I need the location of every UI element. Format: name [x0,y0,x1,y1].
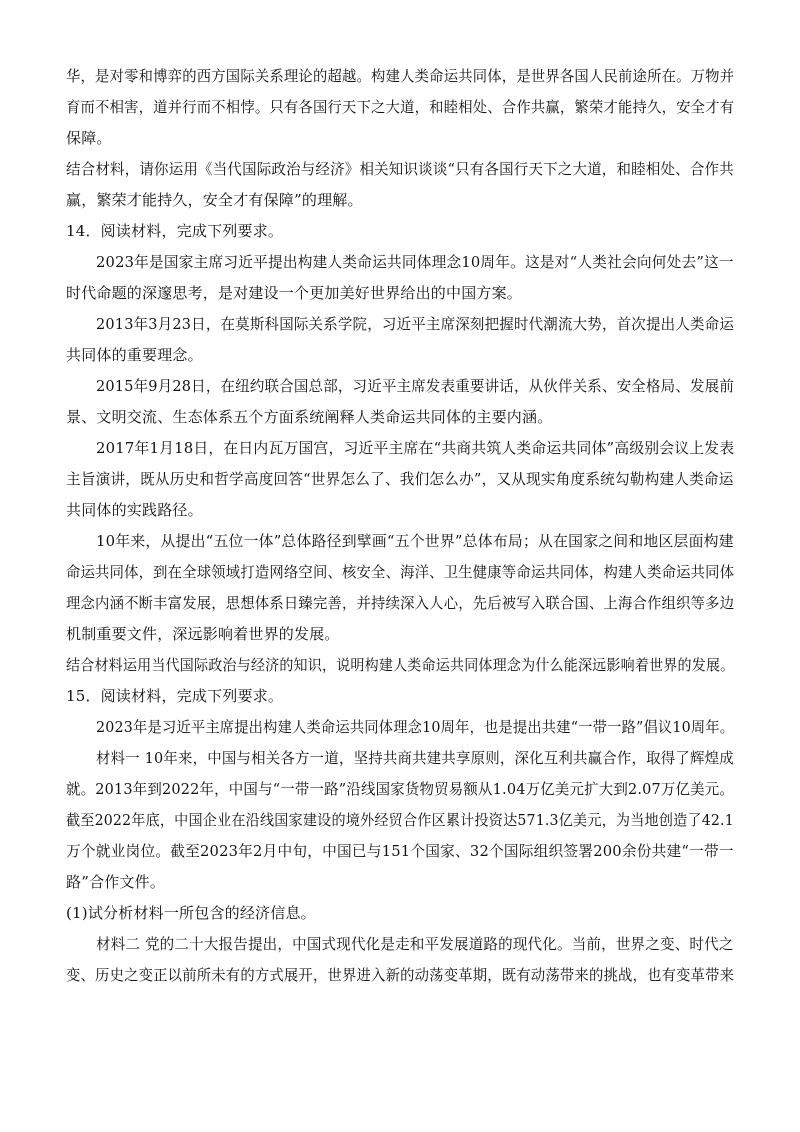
question-heading: 14．阅读材料，完成下列要求。 [66,222,284,240]
text-line: 景、文明交流、生态体系五个方面系统阐释人类命运共同体的主要内涵。 [66,408,553,426]
text-line: 2015年9月28日，在纽约联合国总部，习近平主席发表重要讲话，从伙伴关系、安全格局、发展前 [96,377,735,395]
text-line: 华，是对零和博弈的西方国际关系理论的超越。构建人类命运共同体，是世界各国人民前途所在。万物并 [66,67,735,85]
text-line: 育而不相害，道并行而不相悖。只有各国行天下之大道，和睦相处、合作共赢，繁荣才能持久，安全才有 [66,98,735,116]
text-line: 机制重要文件，深远影响着世界的发展。 [66,625,340,643]
text-line: 材料一 10年来，中国与相关各方一道，坚持共商共建共享原则，深化互利共赢合作，取得了辉煌成 [96,749,734,767]
text-line: 共同体的实践路径。 [66,501,203,519]
text-line: 10年来，从提出“五位一体”总体路径到擘画“五个世界”总体布局；从在国家之间和地区层面构建 [96,532,734,550]
text-line: 截至2022年底，中国企业在沿线国家建设的境外经贸合作区累计投资达571.3亿美元，为当地创造了42.1 [66,811,734,829]
text-line: 时代命题的深邃思考，是对建设一个更加美好世界给出的中国方案。 [66,284,523,302]
text-line: 2023年是国家主席习近平提出构建人类命运共同体理念10周年。这是对“人类社会向何处去”这一 [96,253,734,271]
text-line: 保障。 [66,129,112,147]
question-heading: 15．阅读材料，完成下列要求。 [66,687,284,705]
text-line: 2023年是习近平主席提出构建人类命运共同体理念10周年，也是提出共建“一带一路”倡议10周年。 [96,718,735,736]
text-line: 2013年3月23日，在莫斯科国际关系学院，习近平主席深刻把握时代潮流大势，首次提出人类命运 [96,315,735,333]
text-line: 命运共同体，到在全球领域打造网络空间、核安全、海洋、卫生健康等命运共同体，构建人类命运共同体 [66,563,735,581]
text-line: 理念内涵不断丰富发展，思想体系日臻完善，并持续深入人心，先后被写入联合国、上海合作组织等多边 [66,594,735,612]
text-line: 路”合作文件。 [66,873,166,891]
question-prompt: 赢，繁荣才能持久，安全才有保障”的理解。 [66,191,363,209]
text-line: 就。2013年到2022年，中国与“一带一路”沿线国家货物贸易额从1.04万亿美元扩大到2.07万亿美元。 [66,780,735,798]
question-prompt: 结合材料，请你运用《当代国际政治与经济》相关知识谈谈“只有各国行天下之大道，和睦相处、合作共 [66,160,734,178]
text-line: 材料二 党的二十大报告提出，中国式现代化是走和平发展道路的现代化。当前，世界之变、时代之 [96,935,734,953]
sub-question: (1)试分析材料一所包含的经济信息。 [66,904,316,922]
text-line: 变、历史之变正以前所未有的方式展开，世界进入新的动荡变革期，既有动荡带来的挑战，也有变革带来 [66,966,735,984]
text-line: 2017年1月18日，在日内瓦万国宫，习近平主席在“共商共筑人类命运共同体”高级别会议上发表 [96,439,735,457]
text-line: 万个就业岗位。截至2023年2月中旬，中国已与151个国家、32个国际组织签署200余份共建“一带一 [66,842,734,860]
text-line: 共同体的重要理念。 [66,346,203,364]
question-prompt: 结合材料运用当代国际政治与经济的知识，说明构建人类命运共同体理念为什么能深远影响着世界的发展。 [66,656,735,674]
text-line: 主旨演讲，既从历史和哲学高度回答“世界怎么了、我们怎么办”，又从现实角度系统勾勒构建人类命运 [66,470,734,488]
